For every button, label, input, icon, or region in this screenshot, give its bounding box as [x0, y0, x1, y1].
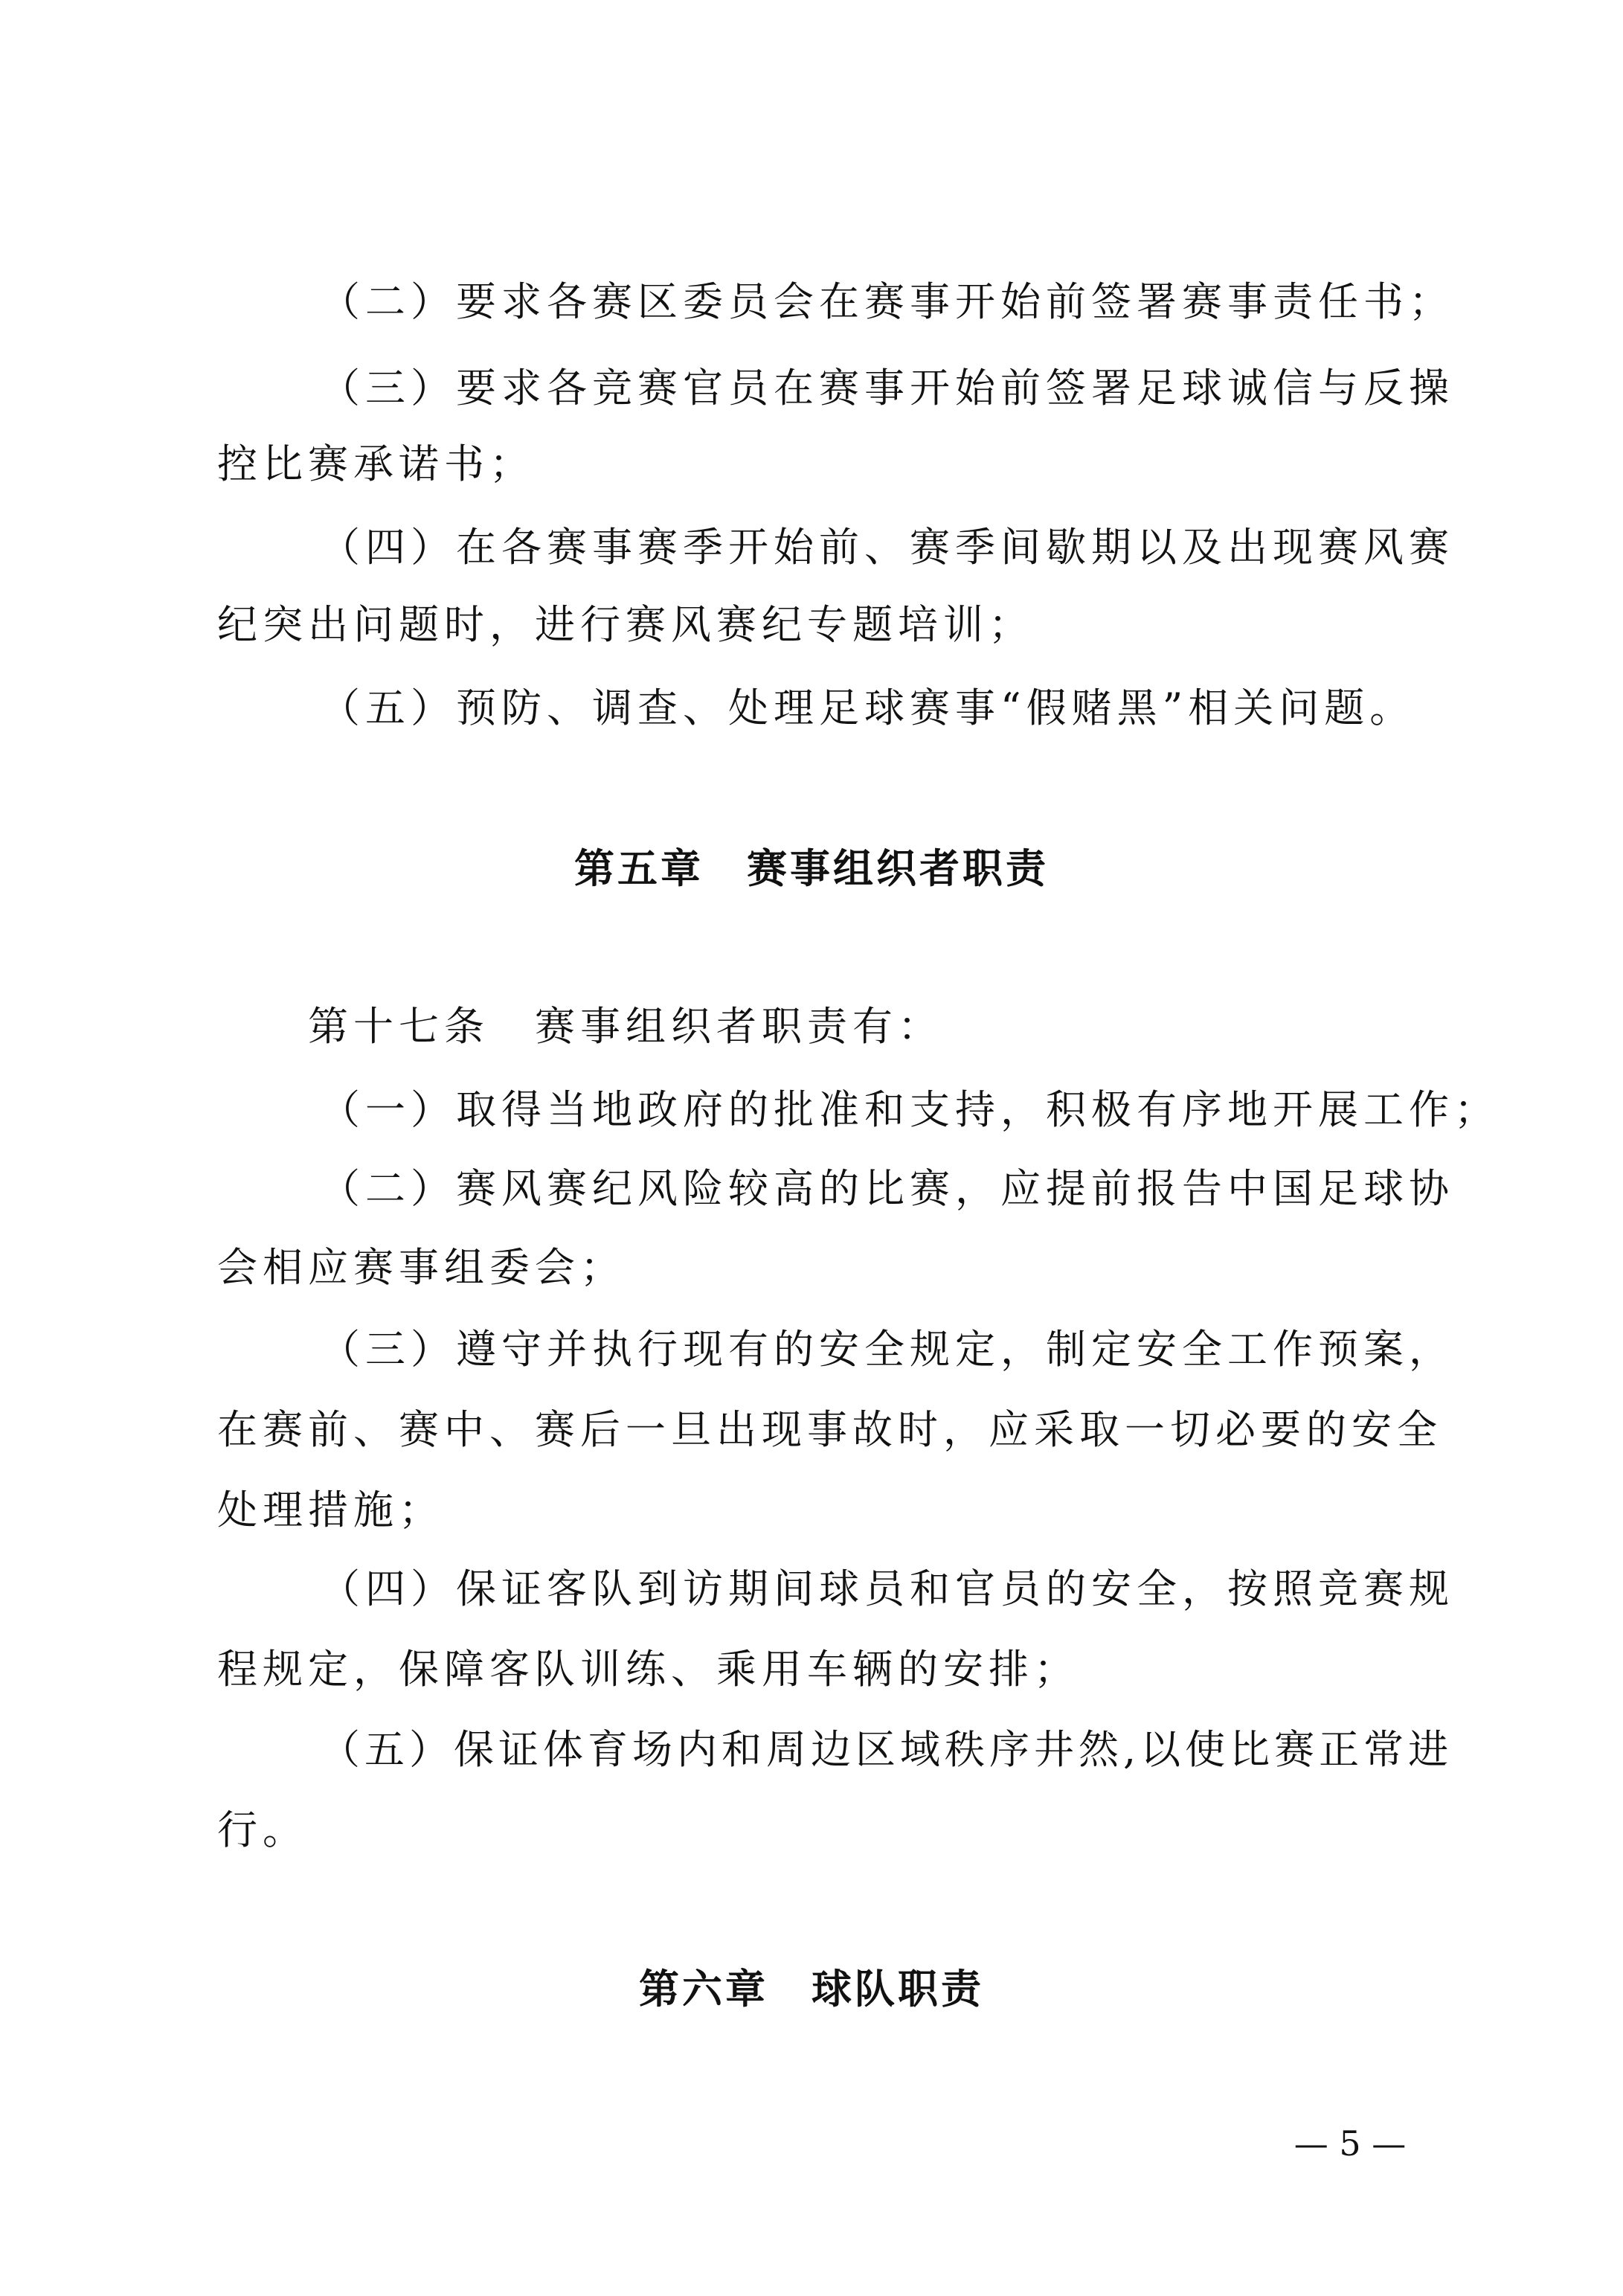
chapter-five-heading: 第五章 赛事组织者职责 [574, 845, 1049, 892]
paragraph-line: 会相应赛事组委会； [217, 1244, 626, 1291]
paragraph-line: 处理措施； [217, 1487, 444, 1533]
paragraph-line: （四）保证客队到访期间球员和官员的安全，按照竞赛规 [320, 1565, 1454, 1612]
paragraph-line: （五）预防、调查、处理足球赛事“假赌黑”相关问题。 [320, 684, 1415, 731]
page-number: — 5 — [1293, 2123, 1407, 2164]
paragraph-line: 控比赛承诺书； [217, 440, 535, 487]
paragraph-line: （一）取得当地政府的批准和支持，积极有序地开展工作； [320, 1086, 1500, 1133]
paragraph-line: （二）赛风赛纪风险较高的比赛，应提前报告中国足球协 [320, 1165, 1454, 1212]
paragraph-line: （四）在各赛事赛季开始前、赛季间歇期以及出现赛风赛 [320, 524, 1454, 571]
chapter-six-heading: 第六章 球队职责 [639, 1966, 984, 2013]
paragraph-line: 程规定，保障客队训练、乘用车辆的安排； [217, 1646, 1079, 1693]
paragraph-line: 纪突出问题时，进行赛风赛纪专题培训； [217, 601, 1034, 648]
paragraph-line: （二）要求各赛区委员会在赛事开始前签署赛事责任书； [320, 278, 1454, 325]
article-seventeen-label: 第十七条 赛事组织者职责有： [308, 1003, 943, 1050]
paragraph-line: 在赛前、赛中、赛后一旦出现事故时，应采取一切必要的安全 [217, 1406, 1442, 1453]
paragraph-line: （三）要求各竞赛官员在赛事开始前签署足球诚信与反操 [320, 365, 1454, 411]
paragraph-line: （三）遵守并执行现有的安全规定，制定安全工作预案， [320, 1326, 1454, 1373]
paragraph-line: 行。 [217, 1806, 308, 1853]
paragraph-line: （五）保证体育场内和周边区域秩序井然,以使比赛正常进 [320, 1726, 1453, 1773]
